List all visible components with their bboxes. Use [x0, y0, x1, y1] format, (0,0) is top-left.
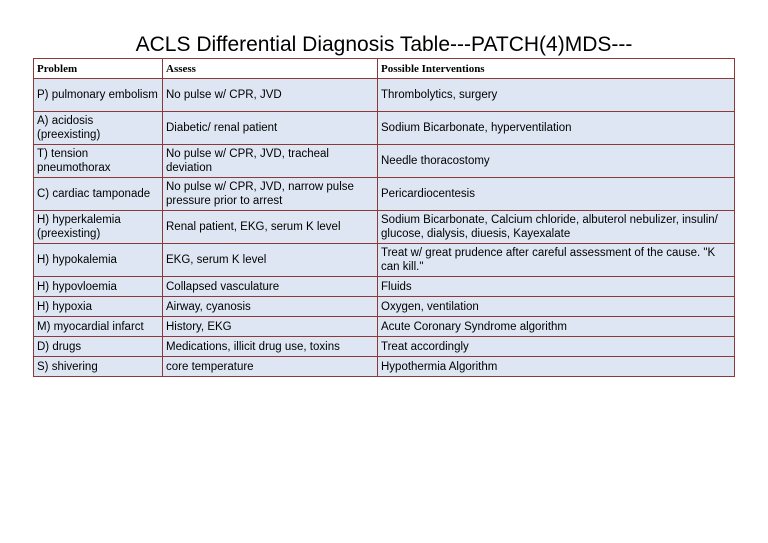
cell-problem: H) hypokalemia: [34, 244, 163, 277]
table-row: [34, 79, 735, 112]
cell-interventions: Acute Coronary Syndrome algorithm: [378, 317, 735, 337]
column-header-assess: Assess: [163, 59, 378, 79]
cell-problem: M) myocardial infarct: [34, 317, 163, 337]
differential-diagnosis-table: [33, 58, 735, 377]
cell-assess: Collapsed vasculature: [163, 277, 378, 297]
table-header-row: [34, 59, 735, 79]
cell-problem: D) drugs: [34, 337, 163, 357]
cell-interventions: Needle thoracostomy: [378, 145, 735, 178]
cell-interventions: Pericardiocentesis: [378, 178, 735, 211]
page-title: ACLS Differential Diagnosis Table---PATCH(4)MDS---: [135, 33, 633, 56]
cell-interventions: Sodium Bicarbonate, Calcium chloride, albuterol nebulizer, insulin/ glucose, dialysis, diuesis, Kayexalate: [378, 211, 735, 244]
cell-problem: H) hyperkalemia (preexisting): [34, 211, 163, 244]
cell-problem: C) cardiac tamponade: [34, 178, 163, 211]
cell-assess: No pulse w/ CPR, JVD, narrow pulse pressure prior to arrest: [163, 178, 378, 211]
cell-interventions: Oxygen, ventilation: [378, 297, 735, 317]
cell-interventions: Thrombolytics, surgery: [378, 79, 735, 112]
cell-assess: EKG, serum K level: [163, 244, 378, 277]
cell-problem: A) acidosis (preexisting): [34, 112, 163, 145]
table-row: [34, 277, 735, 297]
cell-interventions: Treat accordingly: [378, 337, 735, 357]
cell-assess: Medications, illicit drug use, toxins: [163, 337, 378, 357]
cell-assess: No pulse w/ CPR, JVD: [163, 79, 378, 112]
cell-assess: History, EKG: [163, 317, 378, 337]
cell-assess: core temperature: [163, 357, 378, 377]
table-row: [34, 317, 735, 337]
table-row: [34, 357, 735, 377]
cell-assess: Diabetic/ renal patient: [163, 112, 378, 145]
column-header-problem: Problem: [34, 59, 163, 79]
cell-assess: Renal patient, EKG, serum K level: [163, 211, 378, 244]
table-row: [34, 211, 735, 244]
cell-interventions: Fluids: [378, 277, 735, 297]
table-row: [34, 297, 735, 317]
cell-problem: H) hypoxia: [34, 297, 163, 317]
cell-interventions: Sodium Bicarbonate, hyperventilation: [378, 112, 735, 145]
cell-assess: Airway, cyanosis: [163, 297, 378, 317]
table-row: [34, 337, 735, 357]
cell-interventions: Hypothermia Algorithm: [378, 357, 735, 377]
cell-problem: H) hypovloemia: [34, 277, 163, 297]
table-row: [34, 112, 735, 145]
table-row: [34, 145, 735, 178]
table-row: [34, 178, 735, 211]
cell-problem: S) shivering: [34, 357, 163, 377]
cell-assess: No pulse w/ CPR, JVD, tracheal deviation: [163, 145, 378, 178]
column-header-interventions: Possible Interventions: [378, 59, 735, 79]
cell-problem: T) tension pneumothorax: [34, 145, 163, 178]
cell-interventions: Treat w/ great prudence after careful assessment of the cause. "K can kill.": [378, 244, 735, 277]
cell-problem: P) pulmonary embolism: [34, 79, 163, 112]
table-row: [34, 244, 735, 277]
